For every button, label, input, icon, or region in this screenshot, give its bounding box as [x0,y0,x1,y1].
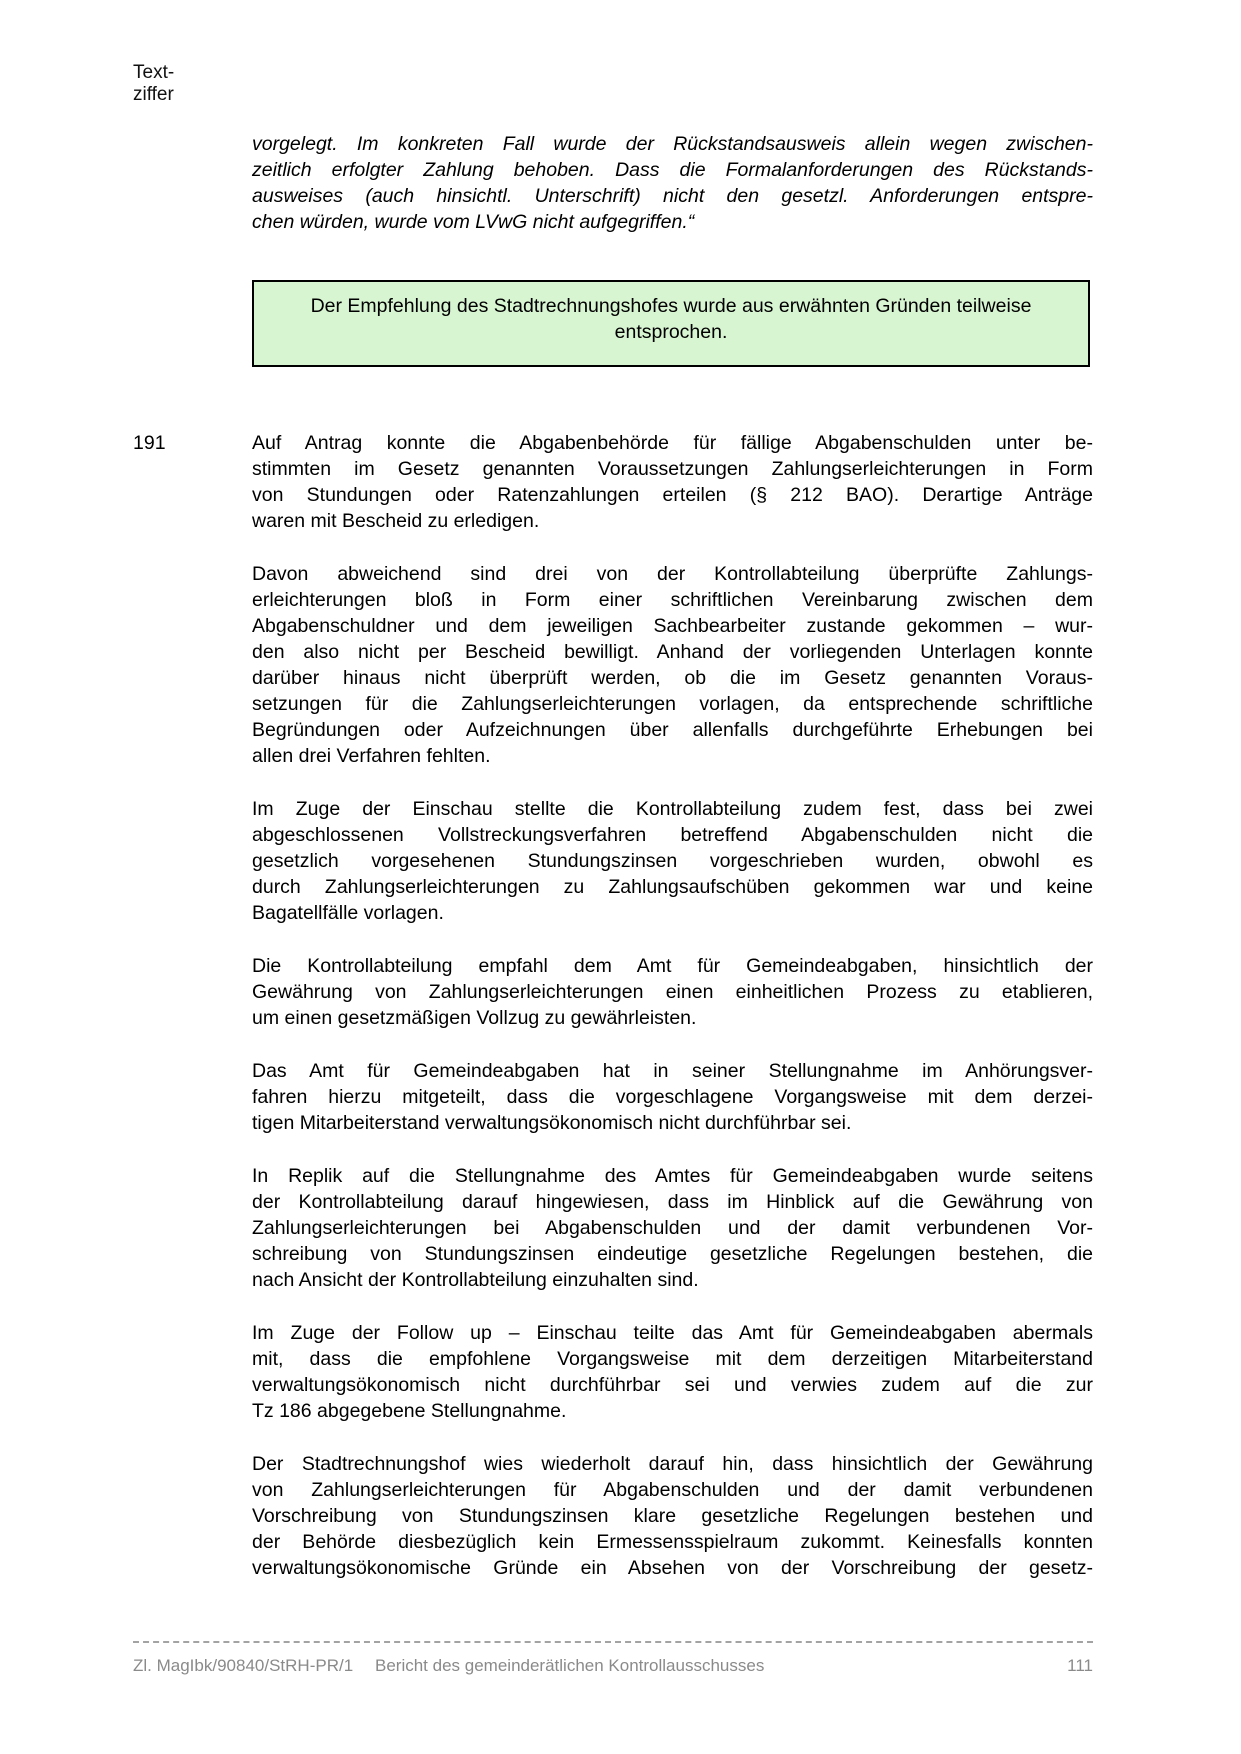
body-paragraph [252,1451,1093,1581]
text-line: Der Stadtrechnungshof wies wiederholt darauf hin, dass hinsichtlich der Gewährung [252,1453,1093,1475]
body-paragraph [252,430,1093,534]
text-line: um einen gesetzmäßigen Vollzug zu gewährleisten. [252,1007,697,1029]
text-line: Im Zuge der Follow up – Einschau teilte das Amt für Gemeindeabgaben abermals [252,1322,1093,1344]
text-line: ziffer [133,84,174,105]
text-line: zeitlich erfolgter Zahlung behoben. Dass die Formalanforderungen des Rückstands- [252,159,1093,181]
text-line: mit, dass die empfohlene Vorgangsweise mit dem derzeitigen Mitarbeiterstand [252,1348,1093,1370]
text-line: Abgabenschuldner und dem jeweiligen Sachbearbeiter zustande gekommen – wur- [252,615,1093,637]
text-line: waren mit Bescheid zu erledigen. [252,510,540,532]
text-line: fahren hierzu mitgeteilt, dass die vorgeschlagene Vorgangsweise mit dem derzei- [252,1086,1093,1108]
body-paragraph [252,1058,1093,1136]
quote-paragraph [252,131,1093,235]
footer-reference-number: Zl. MagIbk/90840/StRH-PR/1 [133,1656,354,1675]
text-line: Text- [133,62,175,83]
text-line: erleichterungen bloß in Form einer schriftlichen Vereinbarung zwischen dem [252,589,1093,611]
footer [133,1654,1093,1678]
footer-divider [133,1641,1093,1643]
text-line: durch Zahlungserleichterungen zu Zahlungsaufschüben gekommen war und keine [252,876,1093,898]
body-text-column [252,430,1093,1581]
text-line: Bagatellfälle vorlagen. [252,902,444,924]
footer-page-number: 111 [1067,1656,1093,1675]
text-line: Vorschreibung von Stundungszinsen klare gesetzliche Regelungen bestehen und [252,1505,1093,1527]
text-line: Zahlungserleichterungen bei Abgabenschulden und der damit verbundenen Vor- [252,1217,1093,1239]
text-line: Die Kontrollabteilung empfahl dem Amt für Gemeindeabgaben, hinsichtlich der [252,955,1093,977]
body-paragraph [252,1163,1093,1293]
text-line: stimmten im Gesetz genannten Voraussetzungen Zahlungserleichterungen in Form [252,458,1093,480]
section-number: 191 [133,432,166,454]
text-line: Davon abweichend sind drei von der Kontrollabteilung überprüfte Zahlungs- [252,563,1093,585]
text-line: tigen Mitarbeiterstand verwaltungsökonomisch nicht durchführbar sei. [252,1112,852,1134]
text-line: der Behörde diesbezüglich kein Ermessensspielraum zukommt. Keinesfalls konnten [252,1531,1093,1553]
body-paragraph [252,796,1093,926]
recommendation-text: Der Empfehlung des Stadtrechnungshofes wurde aus erwähnten Gründen teilweise entsprochen. [310,295,1032,343]
body-paragraph [252,561,1093,769]
text-line: Auf Antrag konnte die Abgabenbehörde für fällige Abgabenschulden unter be- [252,432,1093,454]
text-line: den also nicht per Bescheid bewilligt. Anhand der vorliegenden Unterlagen konnte [252,641,1093,663]
body-paragraph [252,953,1093,1031]
text-line: setzungen für die Zahlungserleichterungen vorlagen, da entsprechende schriftliche [252,693,1093,715]
text-line: von Stundungen oder Ratenzahlungen erteilen (§ 212 BAO). Derartige Anträge [252,484,1093,506]
text-line: nach Ansicht der Kontrollabteilung einzuhalten sind. [252,1269,699,1291]
text-line: der Kontrollabteilung darauf hingewiesen, dass im Hinblick auf die Gewährung von [252,1191,1093,1213]
text-line: abgeschlossenen Vollstreckungsverfahren betreffend Abgabenschulden nicht die [252,824,1093,846]
text-line: Gewährung von Zahlungserleichterungen einen einheitlichen Prozess zu etablieren, [252,981,1093,1003]
body-paragraph [252,1320,1093,1424]
text-line: verwaltungsökonomische Gründe ein Absehen von der Vorschreibung der gesetz- [252,1557,1093,1579]
text-line: Tz 186 abgegebene Stellungnahme. [252,1400,567,1422]
text-line: gesetzlich vorgesehenen Stundungszinsen vorgeschrieben wurden, obwohl es [252,850,1093,872]
text-line: vorgelegt. Im konkreten Fall wurde der Rückstandsausweis allein wegen zwischen- [252,133,1093,155]
text-line: In Replik auf die Stellungnahme des Amtes für Gemeindeabgaben wurde seitens [252,1165,1093,1187]
recommendation-box [252,280,1090,367]
footer-report-title: Bericht des gemeinderätlichen Kontrollausschusses [375,1656,765,1675]
text-line: darüber hinaus nicht überprüft werden, ob die im Gesetz genannten Voraus- [252,667,1093,689]
margin-column-header [133,62,174,106]
text-line: Begründungen oder Aufzeichnungen über allenfalls durchgeführte Erhebungen bei [252,719,1093,741]
text-line: Das Amt für Gemeindeabgaben hat in seiner Stellungnahme im Anhörungsver- [252,1060,1093,1082]
text-line: allen drei Verfahren fehlten. [252,745,491,767]
text-line: verwaltungsökonomisch nicht durchführbar sei und verwies zudem auf die zur [252,1374,1093,1396]
text-line: von Zahlungserleichterungen für Abgabenschulden und der damit verbundenen [252,1479,1093,1501]
text-line: ausweises (auch hinsichtl. Unterschrift) nicht den gesetzl. Anforderungen entspre- [252,185,1093,207]
text-line: schreibung von Stundungszinsen eindeutige gesetzliche Regelungen bestehen, die [252,1243,1093,1265]
text-line: Im Zuge der Einschau stellte die Kontrollabteilung zudem fest, dass bei zwei [252,798,1093,820]
text-line: chen würden, wurde vom LVwG nicht aufgegriffen.“ [252,211,695,233]
